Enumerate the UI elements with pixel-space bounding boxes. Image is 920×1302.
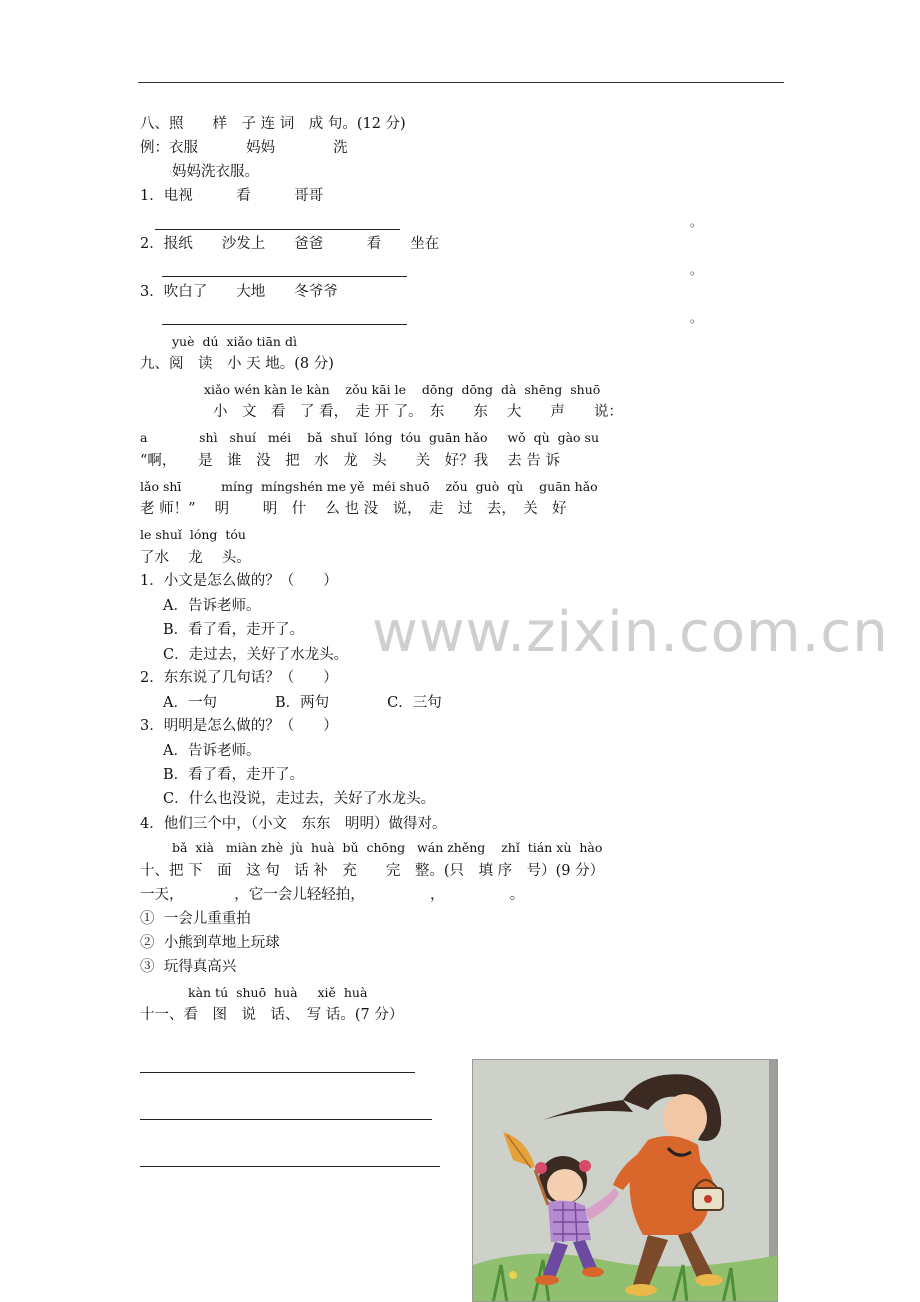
passage-pinyin-4: le shuǐ lóng tóu	[140, 527, 246, 542]
q8-example-words: 例：衣服 妈妈 洗	[140, 140, 348, 156]
watermark: www.zixin.com.cn	[372, 600, 889, 665]
q10-pinyin-title: bǎ xià miàn zhè jù huà bǔ chōng wán zhěng zhǐ tián xù hào	[172, 840, 603, 855]
end-mark-3: 。	[690, 311, 703, 325]
q9-q1-option-b[interactable]: B．看了看，走开了。	[163, 622, 305, 638]
q10-option-1: ① 一会儿重重拍	[140, 911, 251, 927]
q8-item-1: 1．电视 看 哥哥	[140, 188, 324, 204]
writing-line-1[interactable]	[140, 1072, 415, 1073]
illustration-drawing	[473, 1060, 778, 1302]
q9-q1-option-a[interactable]: A．告诉老师。	[163, 598, 261, 614]
header-rule	[138, 82, 784, 83]
illustration-mother-and-girl	[472, 1059, 778, 1302]
writing-line-2[interactable]	[140, 1119, 432, 1120]
q10-option-2: ② 小熊到草地上玩球	[140, 935, 280, 951]
passage-line-3: 老 师！” 明 明 什 么 也 没 说， 走 过 去， 关 好	[140, 501, 567, 517]
q10-title: 十、把 下 面 这 句 话 补 充 完 整。(只 填 序 号）(9 分）	[140, 863, 605, 879]
q9-q3-option-b[interactable]: B．看了看，走开了。	[163, 767, 305, 783]
q8-title: 八、照 样 子 连 词 成 句。(12 分)	[140, 116, 406, 132]
q11-pinyin-title: kàn tú shuō huà xiě huà	[188, 985, 368, 1000]
q8-item-2: 2．报纸 沙发上 爸爸 看 坐在	[140, 236, 440, 252]
q9-question-2: 2．东东说了几句话？（ ）	[140, 670, 338, 686]
q10-option-3: ③ 玩得真高兴	[140, 959, 237, 975]
q11-title: 十一、看 图 说 话、 写 话。(7 分）	[140, 1007, 404, 1023]
passage-pinyin-1: xiǎo wén kàn le kàn zǒu kāi le dōng dōng dà shēng shuō	[204, 382, 601, 397]
q10-sentence: 一天， ，它一会儿轻轻拍， ， 。	[140, 887, 525, 903]
q9-question-4: 4．他们三个中，（小文 东东 明明）做得对。	[140, 816, 447, 832]
q9-title: 九、阅 读 小 天 地。(8 分)	[140, 356, 334, 372]
passage-line-2: “啊， 是 谁 没 把 水 龙 头 关 好？我 去 告 诉	[140, 453, 560, 469]
answer-line-2[interactable]	[162, 276, 407, 277]
q9-q3-option-c[interactable]: C．什么也没说，走过去，关好了水龙头。	[163, 791, 436, 807]
answer-line-3[interactable]	[162, 324, 407, 325]
writing-line-3[interactable]	[140, 1166, 440, 1167]
q9-q3-option-a[interactable]: A．告诉老师。	[163, 743, 261, 759]
q9-q1-option-c[interactable]: C．走过去，关好了水龙头。	[163, 647, 349, 663]
q9-question-1: 1．小文是怎么做的？（ ）	[140, 573, 338, 589]
answer-line-1[interactable]	[155, 229, 400, 230]
end-mark-1: 。	[690, 215, 703, 229]
passage-line-4: 了水 龙 头。	[140, 550, 251, 566]
end-mark-2: 。	[690, 263, 703, 277]
passage-pinyin-3: lǎo shī míng míngshén me yě méi shuō zǒu guò qù guān hǎo	[140, 479, 598, 494]
q9-pinyin-title: yuè dú xiǎo tiān dì	[172, 334, 297, 349]
q9-q2-options[interactable]: A．一句 B．两句 C．三句	[163, 695, 442, 711]
q9-question-3: 3．明明是怎么做的？（ ）	[140, 718, 338, 734]
passage-line-1: 小 文 看 了 看， 走 开 了。 东 东 大 声 说：	[213, 404, 623, 420]
q8-item-3: 3．吹白了 大地 冬爷爷	[140, 284, 338, 300]
q8-example-answer: 妈妈洗衣服。	[172, 164, 259, 180]
passage-pinyin-2: a shì shuí méi bǎ shuǐ lóng tóu guān hǎo wǒ qù gào su	[140, 430, 600, 445]
